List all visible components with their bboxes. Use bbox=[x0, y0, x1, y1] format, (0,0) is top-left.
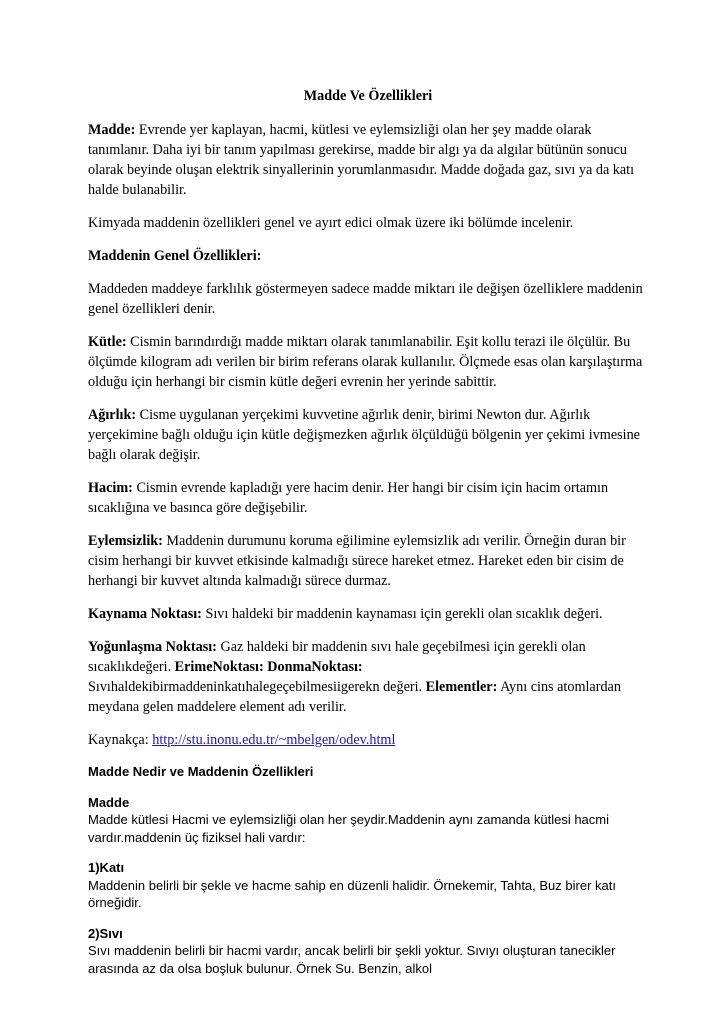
definition-kaynama: Sıvı haldeki bir maddenin kaynaması için gerekli olan sıcaklık değeri. bbox=[201, 606, 603, 622]
sans-text-highlight: Hacmi bbox=[171, 812, 209, 827]
section-heading-genel bbox=[88, 246, 648, 266]
section-heading-text: Maddenin Genel Özellikleri: bbox=[88, 248, 262, 264]
paragraph-kimya: Kimyada maddenin özellikleri genel ve ayırt edici olmak üzere iki bölümde incelenir. bbox=[88, 215, 574, 231]
sans-heading-sivi: 2)Sıvı bbox=[88, 925, 123, 941]
sans-text: ve eylemsizliği olan her şeydir.Maddenin aynı bbox=[208, 812, 477, 827]
definition-erime: Sıvıhaldekibirmaddeninkatıhalegeçebilmesiigerekn değeri. bbox=[88, 679, 426, 695]
term-element: Elementler: bbox=[425, 679, 498, 695]
definition-hacim: Cismin evrende kapladığı yere hacim denir. Her hangi bir cisim için hacim ortamın sıcaklığına ve basınca göre değişebilir. bbox=[88, 480, 609, 516]
source-label: Kaynakça: bbox=[88, 732, 149, 748]
sans-section bbox=[88, 763, 648, 977]
paragraph-madde bbox=[88, 120, 648, 200]
term-kaynama: Kaynama Noktası: bbox=[88, 606, 202, 622]
definition-yogunlasma: Gaz haldeki bir maddenin sıvı hale geçebilmesi için gerekli olan sıcaklıkdeğeri. bbox=[88, 639, 586, 675]
term-agirlik: Ağırlık: bbox=[88, 407, 137, 423]
sans-text: Sıvı maddenin belirli bir hacmi vardır, ancak belirli bir şekli yoktur. Sıvıyı oluşturan tanecikler arasında az da olsa boşluk bulunur. Örnek Su. Benzin, alkol bbox=[88, 943, 616, 976]
sans-title bbox=[88, 763, 648, 781]
sans-text-highlight: zamanda bbox=[476, 812, 531, 827]
sans-title-part: Nedir bbox=[129, 764, 170, 779]
term-erime: ErimeNoktası: DonmaNoktası: bbox=[174, 659, 363, 675]
sans-block-madde bbox=[88, 794, 648, 847]
paragraph-agirlik bbox=[88, 405, 648, 465]
definition-agirlik: Cisme uygulanan yerçekimi kuvvetine ağırlık denir, birimi Newton dur. Ağırlık yerçekimine bağlı olduğu için kütle değişmezken ağırlık ölçüldüğü bölgenin yer çekimi ivmesine bağlı olarak değişir. bbox=[88, 407, 640, 463]
paragraph-yogunlasma bbox=[88, 637, 648, 717]
term-hacim: Hacim: bbox=[88, 480, 133, 496]
page-title: Madde Ve Özellikleri bbox=[303, 88, 433, 104]
sans-block-kati bbox=[88, 859, 648, 912]
term-madde: Madde: bbox=[88, 122, 136, 138]
term-eylemsizlik: Eylemsizlik: bbox=[88, 533, 163, 549]
sans-heading-madde: Madde bbox=[88, 794, 130, 810]
term-yogunlasma: Yoğunlaşma Noktası: bbox=[88, 639, 217, 655]
sans-heading-kati: 1)Katı bbox=[88, 860, 125, 875]
paragraph-hacim bbox=[88, 478, 648, 518]
sans-title-part: Madde bbox=[88, 764, 130, 779]
paragraph-kutle bbox=[88, 332, 648, 392]
paragraph-source bbox=[88, 730, 648, 750]
source-link[interactable]: http://stu.inonu.edu.tr/~mbelgen/odev.html bbox=[152, 732, 396, 748]
definition-eylemsizlik: Maddenin durumunu koruma eğilimine eylemsizlik adı verilir. Örneğin duran bir cisim herhangi bir kuvvet etkisinde kalmadığı sürece hareket etmez. Hareket eden bir cisim de herhangi bir kuvvet altında kalmadığı sürece durmaz. bbox=[88, 533, 626, 589]
sans-block-sivi bbox=[88, 925, 648, 978]
sans-text: kütlesi hacmi vardır.maddenin üç fiziksel hali vardır: bbox=[88, 812, 609, 845]
sans-text: Maddenin belirli bir şekle ve hacme sahip en düzenli halidir. Örnekemir, Tahta, Buz birer katı örneğidir. bbox=[88, 877, 616, 910]
sans-title-part: ve bbox=[169, 764, 185, 779]
document-page bbox=[88, 86, 648, 990]
definition-kutle: Cismin barındırdığı madde miktarı olarak tanımlanabilir. Eşit kollu terazi ile ölçülür. Bu ölçümde kilogram adı verilen bir birim referans olarak kullanılır. Ölçmede esas olan karşılaştırma olduğu için herhangi bir cismin kütle değeri evrenin her yerinde sabittir. bbox=[88, 334, 643, 390]
sans-title-part: Maddenin Özellikleri bbox=[184, 764, 314, 779]
paragraph-genel: Maddeden maddeye farklılık göstermeyen sadece madde miktarı ile değişen özelliklere maddenin genel özellikleri denir. bbox=[88, 281, 643, 317]
definition-madde: Evrende yer kaplayan, hacmi, kütlesi ve eylemsizliği olan her şey madde olarak tanımlanır. Daha iyi bir tanım yapılması gerekirse, madde bir algı ya da algılar bütünün sonucu olarak beyinde oluşan elektrik sinyallerinin yorumlanmasıdır. Madde doğada gaz, sıvı ya da katı halde bulanabilir. bbox=[88, 122, 635, 198]
paragraph-kaynama bbox=[88, 604, 648, 624]
serif-section bbox=[88, 86, 648, 750]
sans-text: Madde kütlesi bbox=[88, 812, 172, 827]
paragraph-eylemsizlik bbox=[88, 531, 648, 591]
term-kutle: Kütle: bbox=[88, 334, 127, 350]
definition-element: Aynı cins atomlardan meydana gelen maddelere element adı verilir. bbox=[88, 679, 621, 715]
